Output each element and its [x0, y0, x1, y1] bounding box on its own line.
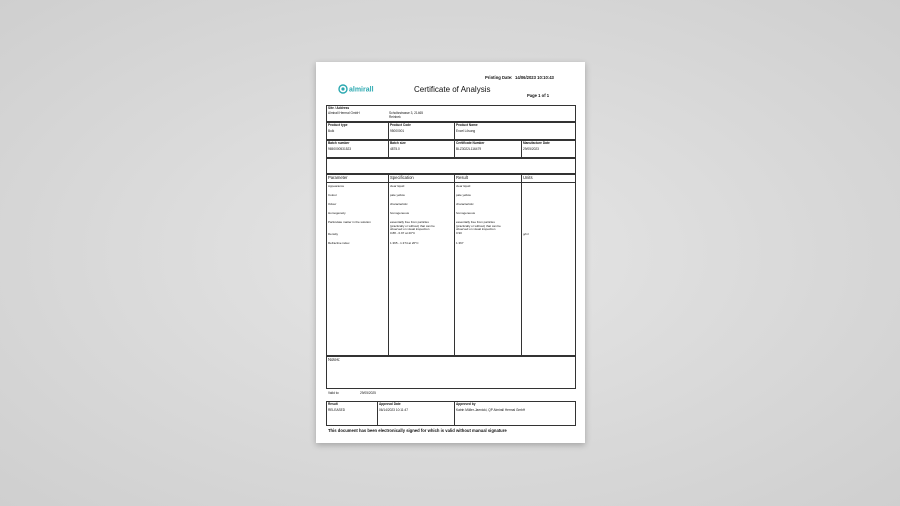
batch-size-label: Batch size [390, 141, 406, 145]
almirall-logo [338, 82, 378, 100]
valid-to-label: Valid to: [328, 391, 340, 395]
row-result: pale yellow [456, 193, 471, 197]
row-specification: clear liquid [390, 184, 405, 188]
row-parameter: Appearance [328, 184, 345, 188]
row-parameter: Particulate matter in the solution [328, 220, 371, 224]
release-result: RELEASED [328, 408, 346, 412]
product-type: Bulk [328, 129, 335, 133]
valid-to-date: 29/05/2025 [360, 391, 376, 395]
site-address-box [326, 105, 576, 122]
printing-date: 14/06/2023 10:10:43 [515, 75, 554, 80]
row-result: clear liquid [456, 184, 471, 188]
certificate-number-label: Certificate Number [456, 141, 485, 145]
results-table [326, 174, 576, 356]
approval-date-label: Approval Date [379, 402, 401, 406]
printing-date-label: Printing Date: [485, 75, 513, 80]
batch-number-label: Batch number [328, 141, 350, 145]
result-label: Result [328, 402, 338, 406]
approval-box [326, 401, 576, 426]
row-parameter: Odour [328, 202, 337, 206]
row-units: g/ml [523, 232, 529, 236]
table-header-specification: Specification [390, 175, 414, 180]
row-result: observed on visual inspection [456, 227, 496, 231]
row-specification: observed on visual inspection [390, 227, 430, 231]
row-specification: characteristic [390, 202, 408, 206]
product-code-label: Product Code [390, 123, 411, 127]
table-header-result: Result [456, 175, 468, 180]
row-parameter: Homogeneity [328, 211, 346, 215]
site-label: Site / Address [328, 106, 350, 110]
notes-box [326, 356, 576, 389]
notes-label: Notes: [328, 357, 341, 362]
row-result: characteristic [456, 202, 474, 206]
product-type-label: Product type [328, 123, 348, 127]
signature-footer: This document has been electronically signed for which is valid without manual signature [328, 428, 507, 433]
table-header-parameter: Parameter [328, 175, 348, 180]
row-result: (practically or without) that can be [456, 223, 501, 228]
row-specification: 1.365 - 1.374 at 20°C [390, 241, 419, 245]
row-result: 0.90 [456, 231, 462, 235]
row-specification: (practically or without) that can be [390, 223, 435, 228]
product-name-label: Product Name [456, 123, 478, 127]
row-result: 1.367 [456, 241, 464, 245]
product-code: 95000001 [390, 129, 405, 133]
spacer-box [326, 158, 576, 174]
approval-date: 06/14/2023 10:11:47 [379, 408, 409, 412]
row-result: essentially free from particles [456, 220, 495, 224]
table-header-units: Units [523, 175, 533, 180]
row-result: homogeneous [456, 211, 476, 215]
product-box [326, 122, 576, 140]
logo-text: almirall [349, 86, 374, 94]
row-specification: essentially free from particles [390, 220, 429, 224]
batch-number: 9650000531523 [328, 147, 352, 151]
certificate-number: BLZ3022L116479 [456, 147, 482, 151]
row-specification: pale yellow [390, 193, 405, 197]
batch-size: 4875.0 [390, 147, 400, 151]
page-number: Page 1 of 1 [527, 93, 550, 98]
approved-by-label: Approved by [456, 402, 476, 406]
manufacture-date-label: Manufacture Date [523, 141, 550, 145]
site-company: Almirall Hermal GmbH [328, 111, 360, 115]
row-parameter: Colour [328, 193, 337, 197]
page-title: Certificate of Analysis [414, 85, 491, 94]
approved-by: Katrin Müller-Jaenicki, QP Almirall Hermal GmbH [456, 408, 526, 412]
site-address-line2: Reinbek [389, 115, 401, 119]
site-address-line1: Scholtzstrasse 3, 21465 [389, 111, 424, 115]
row-specification: 0.88 - 0.97 at 20°C [390, 231, 416, 235]
row-parameter: Refractive index [328, 241, 350, 245]
certificate-page [316, 62, 585, 443]
manufacture-date: 29/05/2023 [523, 147, 539, 151]
row-specification: homogeneous [390, 211, 410, 215]
row-parameter: Density [328, 232, 339, 236]
product-name: Excel Lösung [456, 129, 476, 133]
